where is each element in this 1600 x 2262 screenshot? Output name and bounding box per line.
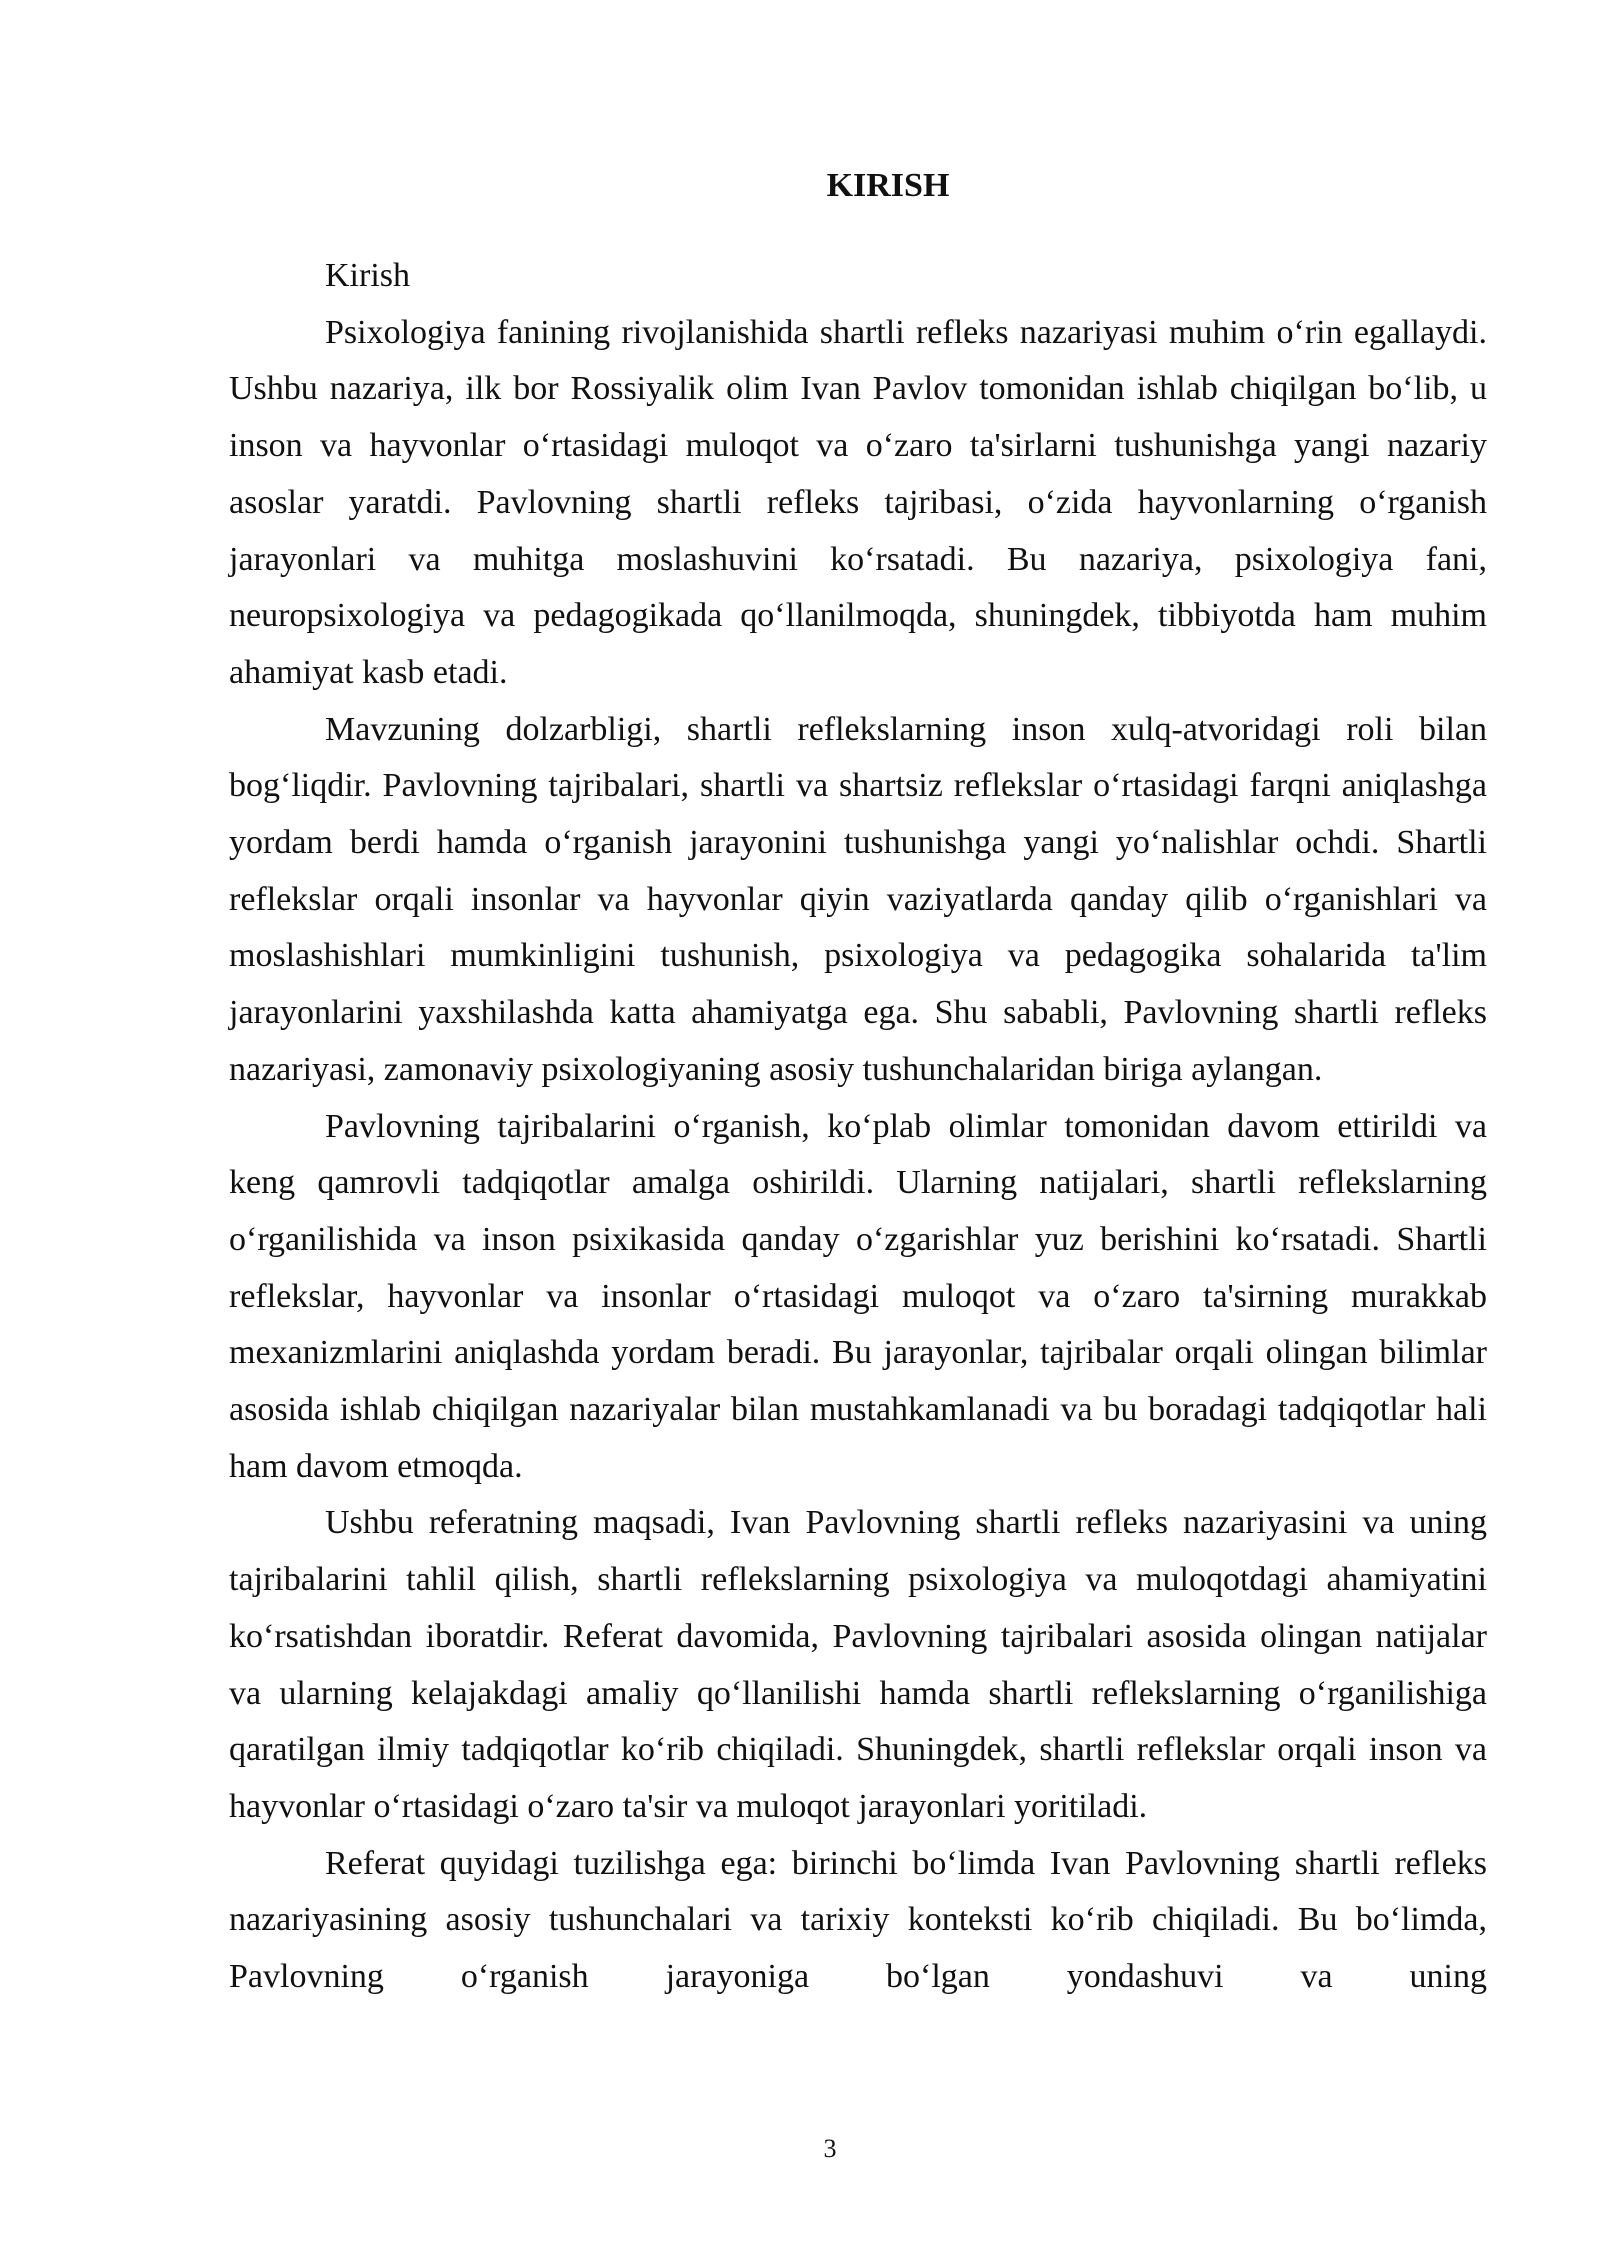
paragraph-relevance: Mavzuning dolzarbligi, shartli reflekslarning inson xulq-atvoridagi roli bilan bog‘liqdir. Pavlovning tajribalari, shartli va shartsiz reflekslar o‘rtasidagi farqni aniqlashga yordam berdi hamda o‘rganish jarayonini tushunishga yangi yo‘nalishlar ochdi. Shartli reflekslar orqali insonlar va hayvonlar qiyin vaziyatlarda qanday qilib o‘rganishlari va moslashishlari mumkinligini tushunish, psixologiya va pedagogika sohalarida ta'lim jarayonlarini yaxshilashda katta ahamiyatga ega. Shu sababli, Pavlovning shartli refleks nazariyasi, zamonaviy psixologiyaning asosiy tushunchalaridan biriga aylangan. — [229, 710, 1487, 1088]
page-title: KIRISH — [826, 167, 950, 204]
page-number: 3 — [823, 2134, 837, 2163]
paragraph-purpose: Ushbu referatning maqsadi, Ivan Pavlovning shartli refleks nazariyasini va uning tajribalarini tahlil qilish, shartli reflekslarning psixologiya va muloqotdagi ahamiyatini ko‘rsatishdan iboratdir. Referat davomida, Pavlovning tajribalari asosida olingan natijalar va ularning kelajakdagi amaliy qo‘llanilishi hamda shartli reflekslarning o‘rganilishiga qaratilgan ilmiy tadqiqotlar ko‘rib chiqiladi. Shuningdek, shartli reflekslar orqali inson va hayvonlar o‘rtasidagi o‘zaro ta'sir va muloqot jarayonlari yoritiladi. — [229, 1504, 1487, 1825]
section-subtitle: Kirish — [325, 257, 410, 294]
paragraph-structure: Referat quyidagi tuzilishga ega: birinchi bo‘limda Ivan Pavlovning shartli refleks nazariyasining asosiy tushunchalari va tarixiy konteksti ko‘rib chiqiladi. Bu bo‘limda, Pavlovning o‘rganish jarayoniga bo‘lgan yondashuvi va uning — [229, 1844, 1487, 1996]
page-content — [229, 158, 1487, 2006]
paragraph-intro: Psixologiya fanining rivojlanishida shartli refleks nazariyasi muhim o‘rin egallaydi. Ushbu nazariya, ilk bor Rossiyalik olim Ivan Pavlov tomonidan ishlab chiqilgan bo‘lib, u inson va hayvonlar o‘rtasidagi muloqot va o‘zaro ta'sirlarni tushunishga yangi nazariy asoslar yaratdi. Pavlovning shartli refleks tajribasi, o‘zida hayvonlarning o‘rganish jarayonlari va muhitga moslashuvini ko‘rsatadi. Bu nazariya, psixologiya fani, neuropsixologiya va pedagogikada qo‘llanilmoqda, shuningdek, tibbiyotda ham muhim ahamiyat kasb etadi. — [229, 313, 1487, 691]
paragraph-research: Pavlovning tajribalarini o‘rganish, ko‘plab olimlar tomonidan davom ettirildi va keng qamrovli tadqiqotlar amalga oshirildi. Ularning natijalari, shartli reflekslarning o‘rganilishida va inson psixikasida qanday o‘zgarishlar yuz berishini ko‘rsatadi. Shartli reflekslar, hayvonlar va insonlar o‘rtasidagi muloqot va o‘zaro ta'sirning murakkab mexanizmlarini aniqlashda yordam beradi. Bu jarayonlar, tajribalar orqali olingan bilimlar asosida ishlab chiqilgan nazariyalar bilan mustahkamlanadi va bu boradagi tadqiqotlar hali ham davom etmoqda. — [229, 1107, 1487, 1485]
